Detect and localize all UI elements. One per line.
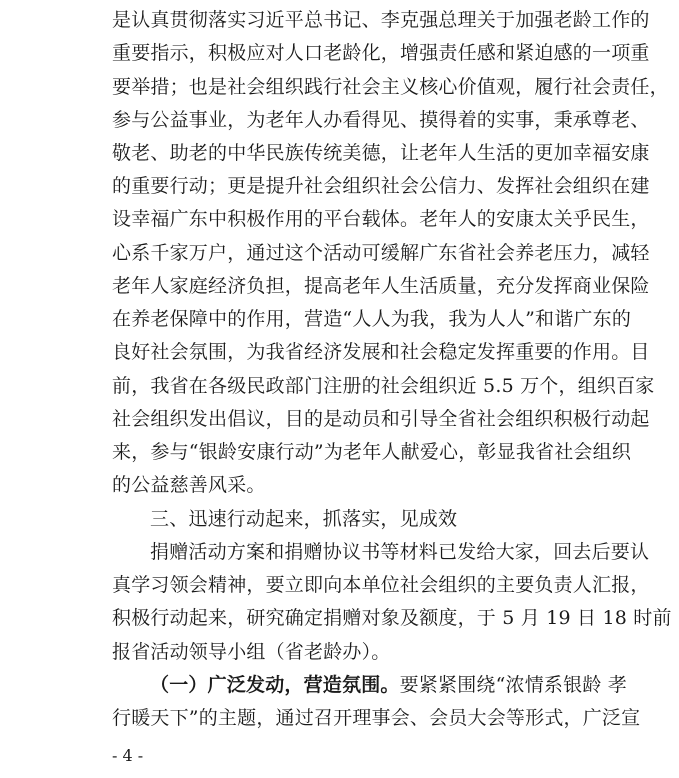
body-text-line: 老年人家庭经济负担，提高老年人生活质量，充分发挥商业保险 — [112, 275, 650, 297]
body-text-line: 心系千家万户，通过这个活动可缓解广东省社会养老压力，减轻 — [112, 242, 650, 264]
body-text-line: 设幸福广东中积极作用的平台载体。老年人的安康太关乎民生， — [112, 208, 650, 230]
body-text-line: 来，参与“银龄安康行动”为老年人献爱心，彰显我省社会组织 — [112, 441, 632, 463]
body-text-line: 参与公益事业，为老年人办看得见、摸得着的实事，秉承尊老、 — [112, 109, 650, 131]
body-text-line: 社会组织发出倡议，目的是动员和引导全省社会组织积极行动起 — [112, 408, 650, 430]
body-text-line: 的公益慈善风采。 — [112, 474, 266, 496]
body-text-line: 是认真贯彻落实习近平总书记、李克强总理关于加强老龄工作的 — [112, 9, 650, 31]
body-text-line: 重要指示，积极应对人口老龄化，增强责任感和紧迫感的一项重 — [112, 42, 650, 64]
section-text-line: 真学习领会精神，要立即向本单位社会组织的主要负责人汇报， — [112, 574, 650, 596]
section-heading: 三、迅速行动起来，抓落实，见成效 — [150, 508, 458, 530]
section-text-line: 捐赠活动方案和捐赠协议书等材料已发给大家，回去后要认 — [150, 541, 650, 563]
body-text-line: 敬老、助老的中华民族传统美德，让老年人生活的更加幸福安康 — [112, 142, 650, 164]
subsection-text-line: 行暖天下”的主题，通过召开理事会、会员大会等形式，广泛宣 — [112, 707, 641, 729]
section-text-line: 报省活动领导小组（省老龄办）。 — [112, 641, 391, 663]
subsection-heading: （一）广泛发动，营造氛围。 — [150, 674, 400, 696]
body-text-line: 良好社会氛围，为我省经济发展和社会稳定发挥重要的作用。目 — [112, 341, 650, 363]
page-number: - 4 - — [112, 746, 144, 765]
body-text-line: 在养老保障中的作用，营造“人人为我，我为人人”和谐广东的 — [112, 308, 632, 330]
body-text-line: 前，我省在各级民政部门注册的社会组织近 5.5 万个，组织百家 — [112, 375, 655, 397]
subsection-line — [150, 669, 627, 701]
body-text-line: 的重要行动；更是提升社会组织社会公信力、发挥社会组织在建 — [112, 175, 650, 197]
subsection-text: 要紧紧围绕“浓情系银龄 孝 — [399, 674, 627, 696]
section-text-line: 积极行动起来，研究确定捐赠对象及额度，于 5 月 19 日 18 时前 — [112, 607, 672, 629]
body-text-line: 要举措；也是社会组织践行社会主义核心价值观，履行社会责任， — [112, 76, 669, 98]
